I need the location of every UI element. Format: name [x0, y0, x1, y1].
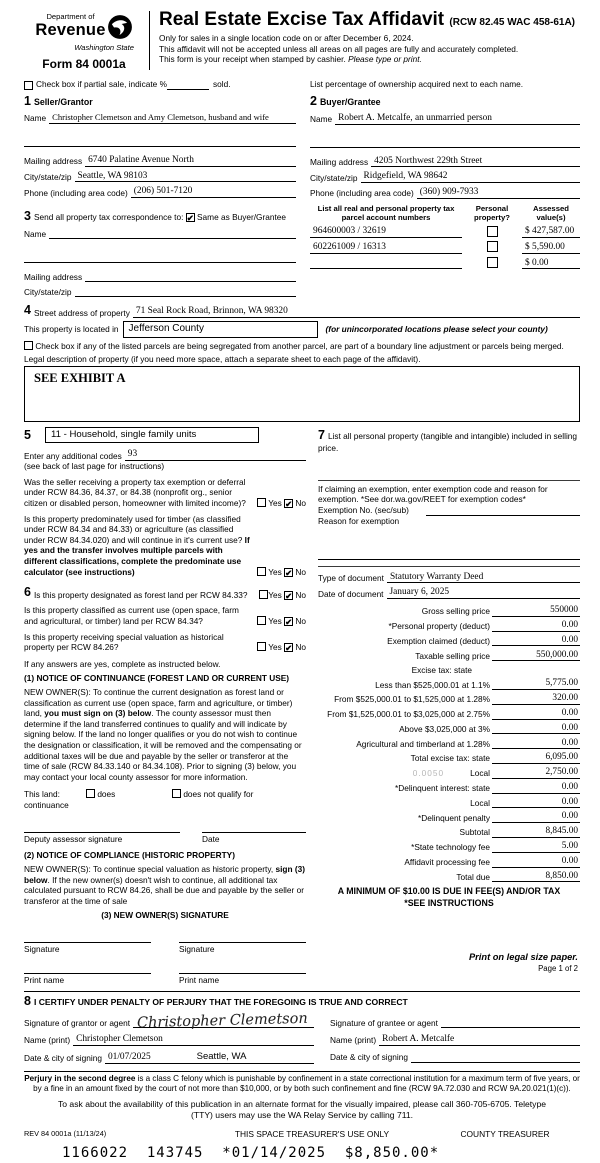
corr-name2-field[interactable] — [24, 252, 296, 263]
same-as-buyer-label: Same as Buyer/Grantee — [197, 212, 287, 223]
legal-description-box[interactable]: SEE EXHIBIT A — [24, 366, 580, 422]
dor-state-text: Washington State — [74, 42, 134, 52]
question-timber-agriculture: Is this property predominately used for timber (as classified under RCW 84.34 and 84.33) or agriculture (as classified under RCW 84.34.020) and will continue in it's current use? If yes and the transfer involves multiple parcels with different classifications, complete the predominate use calculator (see instructions) Yes ✔ No — [24, 513, 306, 578]
codes-note: (see back of last page for instructions) — [24, 461, 165, 472]
dor-logo — [24, 8, 144, 73]
seller-name2-field[interactable] — [24, 136, 296, 147]
tax-row: Exemption claimed (deduct) 0.00 — [387, 634, 578, 646]
deputy-signature-field[interactable] — [24, 823, 180, 833]
tax-row: Agricultural and timberland at 1.28% 0.00 — [356, 737, 578, 749]
seller-mail-label: Mailing address — [24, 155, 83, 166]
tax-value-field[interactable]: 2,750.00 — [492, 767, 580, 779]
grantor-printname-field[interactable]: Christopher Clemetson — [73, 1034, 314, 1046]
q5-yes-checkbox[interactable] — [257, 642, 266, 651]
property-class-select[interactable]: 11 - Household, single family units — [45, 427, 259, 443]
minimum-due-note: A MINIMUM OF $10.00 IS DUE IN FEE(S) AND/OR TAX — [337, 886, 561, 897]
doc-date-field[interactable]: January 6, 2025 — [387, 587, 581, 599]
form-header — [24, 8, 580, 73]
buyer-mail-label: Mailing address — [310, 156, 369, 167]
buyer-mail-field[interactable]: 4205 Northwest 229th Street — [371, 156, 580, 168]
page-number: Page 1 of 2 — [538, 964, 578, 974]
exemption-instructions: If claiming an exemption, enter exemption code and reason for exemption. *See dor.wa.gov/REET for exemption codes* — [318, 483, 548, 505]
parcel-value-field[interactable]: $ 5,590.00 — [522, 242, 580, 254]
q1-no-checkbox[interactable]: ✔ — [285, 499, 293, 510]
county-note: (for unincorporated locations please select your county) — [325, 324, 548, 335]
doc-type-field[interactable]: Statutory Warranty Deed — [387, 572, 580, 584]
deputy-date-label: Date — [202, 833, 220, 844]
additional-codes-field[interactable]: 93 — [125, 449, 306, 461]
divider — [318, 566, 580, 567]
owner-printname-field[interactable] — [179, 964, 306, 974]
form-title: Real Estate Excise Tax Affidavit (RCW 82.45 WAC 458-61A) — [159, 9, 575, 30]
doc-date-label: Date of document — [318, 588, 384, 599]
grantor-printname-label: Name (print) — [24, 1035, 71, 1046]
parcel-personal-checkbox[interactable] — [487, 226, 498, 237]
tax-row: *Delinquent interest: state 0.00 — [394, 781, 578, 793]
parcel-number-field[interactable]: 602261009 / 16313 — [310, 242, 462, 254]
county-treasurer-label: COUNTY TREASURER — [460, 1128, 550, 1139]
section7-number: 7 — [318, 428, 325, 443]
tax-row: Taxable selling price 550,000.00 — [415, 649, 578, 661]
tax-value-field[interactable]: 0.00 — [492, 708, 580, 720]
grantor-signature-label: Signature of grantor or agent — [24, 1017, 131, 1028]
section8 — [24, 991, 580, 1064]
notice1-title: (1) NOTICE OF CONTINUANCE (FOREST LAND OR CURRENT USE) — [24, 673, 290, 684]
section4-number: 4 — [24, 303, 31, 318]
corr-name-label: Name — [24, 228, 47, 239]
buyer-phone-label: Phone (including area code) — [310, 188, 414, 199]
tax-value-field[interactable]: 0.00 — [492, 856, 580, 868]
same-as-buyer-checkbox[interactable]: ✔ — [186, 213, 194, 224]
reason-exemption-field[interactable] — [318, 549, 580, 560]
grantor-datecity-label: Date & city of signing — [24, 1053, 102, 1064]
seller-csz-label: City/state/zip — [24, 171, 72, 182]
tax-value-field[interactable]: 0.00 — [492, 635, 580, 647]
tax-row-local: 0.0050 Local 2,750.00 — [412, 767, 578, 779]
this-land-label: This land: — [24, 789, 60, 800]
parcel-row — [310, 226, 580, 239]
tax-row: *Personal property (deduct) 0.00 — [388, 619, 578, 632]
print-note: Print on legal size paper. — [468, 952, 578, 963]
q3-no-checkbox[interactable]: ✔ — [285, 590, 293, 601]
q2-no-checkbox[interactable]: ✔ — [285, 567, 293, 578]
continuance-label: continuance — [24, 800, 69, 811]
corr-csz-field[interactable] — [75, 286, 297, 297]
buyer-csz-field[interactable]: Ridgefield, WA 98642 — [361, 171, 581, 183]
notice3-title: (3) NEW OWNER(S) SIGNATURE — [101, 910, 229, 921]
exemption-no-label: Exemption No. (sec/sub) — [318, 505, 409, 516]
certify-statement: I CERTIFY UNDER PENALTY OF PERJURY THAT THE FOREGOING IS TRUE AND CORRECT — [33, 997, 408, 1008]
question-forest-land: 6 Is this property designated as forest land per RCW 84.33? Yes ✔ No — [24, 585, 306, 601]
partial-sale-percent-field[interactable] — [167, 79, 209, 90]
tax-row: *State technology fee 5.00 — [411, 841, 578, 853]
located-in-label: This property is located in — [24, 324, 119, 335]
tax-value-field[interactable]: 0.00 — [492, 782, 580, 794]
notice2-paragraph: NEW OWNER(S): To continue special valuation as historic property, sign (3) below. If the new owner(s) doesn't wish to continue, all additional tax calculated pursuant to RCW 84.26, shall be due and payable by the seller or transferor at the time of sale — [24, 863, 305, 906]
exemption-no-field[interactable] — [426, 505, 580, 516]
notice2-title: (2) NOTICE OF COMPLIANCE (HISTORIC PROPERTY) — [24, 850, 235, 861]
segregated-label: Check box if any of the listed parcels are being segregated from another parcel, are part of a boundary line adjustment or parcels being merged. — [35, 340, 564, 351]
owner-printname-label: Print name — [24, 974, 65, 985]
additional-codes-label: Enter any additional codes — [24, 450, 122, 461]
q2-yes-checkbox[interactable] — [257, 567, 266, 576]
land-does-not-checkbox[interactable] — [172, 789, 181, 798]
reason-exemption-label: Reason for exemption — [318, 515, 400, 526]
tty-paragraph: To ask about the availability of this publication in an alternate format for the visually impaired, please call 360-705-6705. Teletype (TTY) users may use the WA Relay Service by calling 711. — [57, 1098, 547, 1120]
tax-value-field[interactable]: 320.00 — [492, 693, 580, 705]
tax-row: Affidavit processing fee 0.00 — [404, 855, 578, 867]
section4 — [24, 302, 580, 422]
street-address-label: Street address of property — [33, 307, 130, 318]
treasurer-space-label: THIS SPACE TREASURER'S USE ONLY — [234, 1128, 390, 1139]
footer-row — [24, 1129, 580, 1140]
tax-row: Above $3,025,000 at 3% 0.00 — [399, 722, 578, 734]
segregated-checkbox[interactable] — [24, 341, 33, 350]
parcel-row — [310, 257, 580, 270]
tax-value-field[interactable]: 550,000.00 — [492, 650, 580, 662]
owner-signature-label: Signature — [179, 943, 215, 954]
local-rate: 0.0050 — [412, 768, 445, 779]
q3-yes-checkbox[interactable] — [259, 590, 268, 599]
parcel-number-field[interactable]: 964600003 / 32619 — [310, 226, 462, 238]
corr-mail-label: Mailing address — [24, 271, 83, 282]
dor-swirl-icon — [107, 14, 133, 43]
buyer-phone-field[interactable]: (360) 909-7933 — [417, 187, 580, 199]
tax-value-field[interactable]: 0.00 — [492, 620, 580, 632]
tax-row: From $525,000.01 to $1,525,000 at 1.28% 320.00 — [334, 693, 578, 705]
grantee-printname-label: Name (print) — [330, 1035, 377, 1046]
partial-sale-label: Check box if partial sale, indicate % — [36, 79, 167, 90]
q4-no-checkbox[interactable]: ✔ — [285, 616, 293, 627]
partial-sale-checkbox[interactable] — [24, 81, 33, 90]
tax-value-field[interactable]: 5.00 — [492, 841, 580, 853]
form-title-rcw: (RCW 82.45 WAC 458-61A) — [449, 17, 575, 28]
owner-printname-row — [24, 964, 306, 986]
buyer-csz-label: City/state/zip — [310, 172, 358, 183]
divider — [318, 480, 580, 481]
owner-signature-label: Signature — [24, 943, 60, 954]
section1-number: 1 — [24, 93, 31, 108]
land-does-not-label: does not qualify for — [183, 789, 254, 800]
section7-intro: List all personal property (tangible and intangible) included in selling price. — [318, 431, 578, 454]
buyer-name-label: Name — [310, 113, 333, 124]
grantee-signature-label: Signature of grantee or agent — [330, 1017, 438, 1028]
tax-row: Gross selling price 550000 — [421, 605, 578, 617]
county-select[interactable]: Jefferson County — [123, 321, 318, 338]
right-column — [318, 427, 580, 985]
deputy-row — [24, 823, 306, 845]
tax-row: *Delinquent penalty 0.00 — [418, 811, 578, 823]
owner-signature-field[interactable] — [179, 933, 306, 943]
question-historical: Is this property receiving special valuation as historical property per RCW 84.26? Yes ✔ No — [24, 631, 306, 654]
section2-number: 2 — [310, 93, 317, 108]
q5-no-checkbox[interactable]: ✔ — [285, 643, 293, 654]
tax-row: Total excise tax: state 6,095.00 — [410, 752, 578, 764]
section6-number: 6 — [24, 585, 31, 600]
grantee-datecity-field[interactable] — [411, 1052, 580, 1063]
parcel-personal-checkbox[interactable] — [487, 257, 498, 268]
corr-mail-field[interactable] — [85, 271, 296, 282]
grantor-signature-field[interactable] — [133, 1011, 314, 1032]
tax-value-field[interactable]: 0.00 — [492, 811, 580, 823]
form-subtitle: Only for sales in a single location code on or after December 6, 2024. This affidavit will not be accepted unless all areas on all pages are fully and accurately completed. This form is your receipt when stamped by cashier. Please type or print. — [159, 32, 519, 65]
street-address-field[interactable]: 71 Seal Rock Road, Brinnon, WA 98320 — [133, 306, 580, 318]
dor-revenue-text: Revenue — [35, 20, 106, 39]
parcel-value-field[interactable]: $ 0.00 — [522, 258, 580, 270]
grantor-datecity-field[interactable]: 01/07/2025 Seattle, WA — [105, 1052, 314, 1064]
buyer-name2-field[interactable] — [310, 137, 580, 148]
question-exemption-deferral: Was the seller receiving a property tax exemption or deferral under RCW 84.36, 84.37, or 84.38 (nonprofit org., senior citizen or disabled person, homeowner with limited income)? Yes ✔ No — [24, 476, 306, 510]
corr-name-field[interactable] — [49, 228, 296, 239]
header-divider — [149, 11, 150, 70]
treasurer-stamp: 1166022 143745 *01/14/2025 $8,850.00* — [62, 1145, 440, 1162]
seller-mail-field[interactable]: 6740 Palatine Avenue North — [85, 155, 296, 167]
parcel-col3-header: Assessed value(s) — [533, 203, 569, 222]
tax-value-field[interactable]: 0.00 — [492, 723, 580, 735]
legal-description-label: Legal description of property (if you need more space, attach a separate sheet to each page of the affidavit). — [24, 353, 421, 364]
section8-number: 8 — [24, 994, 31, 1009]
tax-value-field[interactable]: 6,095.00 — [492, 752, 580, 764]
section3-row — [24, 208, 296, 224]
parcel-col1-header: List all real and personal property tax parcel account numbers — [317, 203, 455, 222]
tax-row: Total due 8,850.00 — [456, 870, 578, 882]
owner-signature-row — [24, 933, 306, 955]
grantee-printname-field[interactable]: Robert A. Metcalfe — [379, 1034, 580, 1046]
owner-signature-field[interactable] — [24, 933, 151, 943]
partial-sale-row — [24, 79, 296, 90]
seller-phone-field[interactable]: (206) 501-7120 — [131, 186, 296, 198]
question-current-use: Is this property classified as current use (open space, farm and agricultural, or timber) land per RCW 84.34? Yes ✔ No — [24, 605, 306, 627]
land-does-label: does — [97, 789, 116, 800]
seller-name-field[interactable]: Christopher Clemetson and Amy Clemetson, husband and wife — [49, 113, 296, 124]
section3-label: Send all property tax correspondence to: — [33, 212, 184, 223]
parcel-number-field[interactable] — [310, 258, 462, 269]
parcel-col2-header: Personal property? — [474, 203, 510, 222]
doc-type-label: Type of document — [318, 572, 384, 583]
owner-printname-label: Print name — [179, 974, 220, 985]
tax-row: Subtotal 8,845.00 — [459, 826, 578, 838]
see-instructions-note: *SEE INSTRUCTIONS — [404, 897, 494, 908]
tax-value-field[interactable]: 8,850.00 — [492, 871, 580, 883]
parcel-personal-checkbox[interactable] — [487, 241, 498, 252]
buyer-name-field[interactable]: Robert A. Metcalfe, an unmarried person — [335, 113, 580, 125]
land-does-checkbox[interactable] — [86, 789, 95, 798]
parcel-table-header — [310, 205, 580, 223]
section2-title: Buyer/Grantee — [319, 96, 381, 107]
owner-printname-field[interactable] — [24, 964, 151, 974]
ownership-note: List percentage of ownership acquired next to each name. — [310, 78, 524, 89]
parcel-value-field[interactable]: $ 427,587.00 — [522, 226, 580, 238]
seller-phone-label: Phone (including area code) — [24, 187, 128, 198]
tax-row: From $1,525,000.01 to $3,025,000 at 2.75% 0.00 — [327, 708, 578, 720]
seller-column — [24, 93, 296, 297]
section1-title: Seller/Grantor — [33, 96, 93, 107]
left-column — [24, 427, 306, 985]
notice1-paragraph: NEW OWNER(S): To continue the current designation as forest land or classification as current use (open space, farm and agriculture, or timber) land, you must sign on (3) below. The county assessor must then determine if the land transferred continues to qualify and will indicate by signing below. If the land no longer qualifies or you do not wish to continue the designation or classification, it will be removed and the compensating or additional taxes will be due and payable by the seller or transferor at the time of sale (RCW 84.33.140 or 84.34.108). Prior to signing (3) below, you may contact your local county assessor for more information. — [24, 686, 302, 782]
deputy-date-field[interactable] — [202, 823, 306, 833]
tax-value-field[interactable]: 550000 — [492, 605, 580, 617]
grantee-datecity-label: Date & city of signing — [330, 1052, 408, 1063]
tax-value-field[interactable]: 8,845.00 — [492, 826, 580, 838]
tax-row: Local 0.00 — [470, 796, 578, 808]
buyer-column — [310, 93, 580, 297]
form-number: Form 84 0001a — [42, 57, 126, 72]
tax-row: Less than $525,000.01 at 1.1% 5,775.00 — [375, 678, 578, 690]
section5-number: 5 — [24, 428, 31, 443]
tax-value-field[interactable]: 0.00 — [492, 738, 580, 750]
q4-yes-checkbox[interactable] — [257, 616, 266, 625]
section3-number: 3 — [24, 209, 31, 224]
tax-value-field[interactable]: 0.00 — [492, 797, 580, 809]
seller-csz-field[interactable]: Seattle, WA 98103 — [75, 171, 297, 183]
partial-sale-label-sold: sold. — [212, 79, 231, 90]
grantee-signature-field[interactable] — [441, 1017, 580, 1028]
grantor-handwritten-signature: Christopher Clemetson — [136, 1011, 308, 1032]
rev-number: REV 84 0001a (11/13/24) — [24, 1128, 107, 1138]
if-yes-note: If any answers are yes, complete as instructed below. — [24, 658, 221, 669]
deputy-signature-label: Deputy assessor signature — [24, 833, 123, 844]
excise-tax-state-header: Excise tax: state — [411, 664, 472, 675]
dor-dept-text: Department of — [46, 12, 95, 21]
parcel-row — [310, 241, 580, 254]
tax-value-field[interactable]: 5,775.00 — [492, 678, 580, 690]
land-qualify-row — [24, 789, 306, 810]
q1-yes-checkbox[interactable] — [257, 498, 266, 507]
seller-name-label: Name — [24, 113, 47, 124]
perjury-paragraph: Perjury in the second degree is a class C felony which is punishable by confinement in a state correctional institution for a maximum term of five years, or by a fine in an amount fixed by the court of not more than $10,000, or by both such confinement and fine (RCW 9A.72.030 and RCW 9A.20.021(1)(c)). — [24, 1071, 580, 1095]
corr-csz-label: City/state/zip — [24, 286, 72, 297]
